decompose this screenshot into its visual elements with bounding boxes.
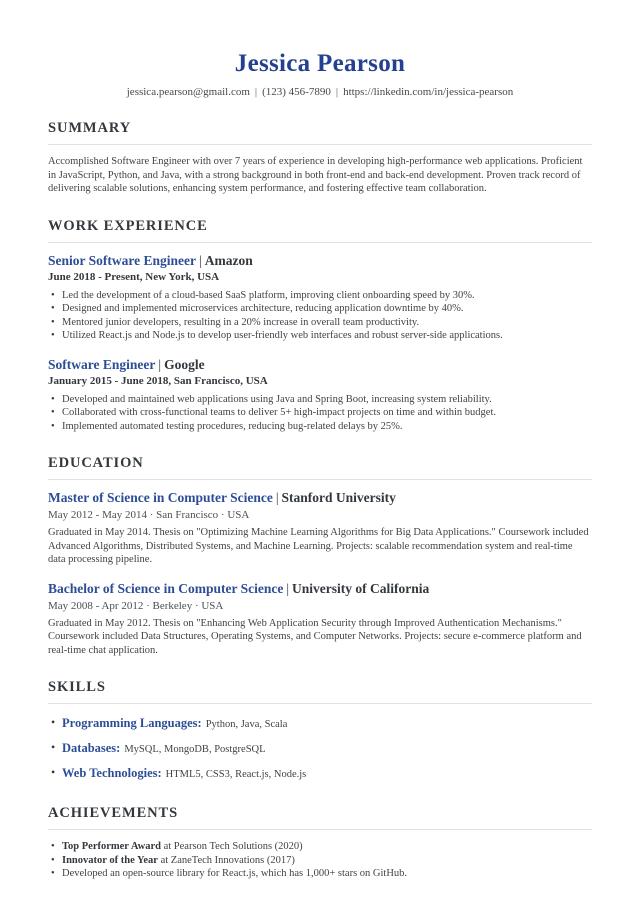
job-bullet: • Implemented automated testing procedures, reducing bug-related delays by 25%. [48,420,592,434]
degree-title-line [48,490,592,506]
achievement-text: at ZaneTech Innovations (2017) [157,854,295,866]
contact-phone: (123) 456-7890 [262,86,331,98]
section-education [48,455,592,657]
achievement-item [48,854,592,868]
job-bullet: • Designed and implemented microservices architecture, reducing application downtime by 40%. [48,302,592,316]
contact-linkedin: https://linkedin.com/in/jessica-pearson [343,86,514,98]
contact-separator: | [254,86,258,98]
summary-text: Accomplished Software Engineer with over 7 years of experience in developing high-performance web applications. Proficient in JavaScript, Python, and Java, with a strong background in both front-end and back-end development. Proven track record of delivering scalable solutions, enhancing system performance, and fostering effective team collaboration. [48,156,583,194]
job-company: Google [164,356,205,372]
section-divider [48,144,592,145]
skill-category: Databases: [62,741,121,755]
skill-values: Python, Java, Scala [205,719,288,730]
job-dates: June 2018 - Present, New York, USA [48,270,220,283]
achievements-heading: ACHIEVEMENTS [48,805,179,821]
job-bullet-list [48,289,592,343]
contact-separator: | [335,86,339,98]
job-bullet: • Led the development of a cloud-based SaaS platform, improving client onboarding speed by 30%. [48,289,592,303]
degree-name: Bachelor of Science in Computer Science [48,580,284,596]
degree-name: Master of Science in Computer Science [48,490,273,505]
section-divider [48,479,592,480]
job-dates: January 2015 - June 2018, San Francisco, USA [48,374,268,387]
achievement-lead: Innovator of the Year [62,854,158,866]
skill-values: HTML5, CSS3, React.js, Node.js [165,769,307,780]
contact-line [48,86,592,98]
section-divider [48,242,592,243]
job-title: Senior Software Engineer [48,252,196,268]
resume-name: Jessica Pearson [234,50,406,77]
skill-item [48,739,592,758]
education-dates: May 2008 - Apr 2012 · Berkeley · USA [48,599,224,612]
achievement-item [48,867,592,881]
skill-category: Web Technologies: [62,766,162,780]
contact-email: jessica.pearson@gmail.com [126,86,250,98]
pipe-separator: | [199,252,202,268]
pipe-separator: | [275,490,279,505]
section-divider [48,829,592,830]
skill-item [48,764,592,783]
skill-values: MySQL, MongoDB, PostgreSQL [124,744,266,755]
section-skills [48,679,592,783]
achievement-text: Developed an open-source library for React.js, which has 1,000+ stars on GitHub. [62,868,408,879]
job-bullet: • Utilized React.js and Node.js to develop user-friendly web interfaces and robust server-side applications. [48,329,592,343]
education-entry [48,581,592,658]
summary-heading: SUMMARY [48,120,132,136]
education-heading: EDUCATION [48,455,144,471]
job-entry [48,357,592,434]
skill-category: Programming Languages: [62,716,202,730]
skills-heading: SKILLS [48,679,106,695]
school-name: University of California [292,580,430,596]
section-work-experience [48,218,592,434]
pipe-separator: | [286,580,290,596]
section-summary [48,120,592,196]
education-description: Graduated in May 2012. Thesis on "Enhancing Web Application Security through Improved Authentication Mechanisms." Coursework included Data Structures, Operating Systems, and Computer Networks. Projects: secure e-commerce platform and real-time chat application. [48,617,582,656]
job-title-line [48,253,592,269]
job-entry [48,253,592,343]
skills-list [48,714,592,783]
skill-item [48,714,592,733]
job-title-line [48,357,592,373]
education-description: Graduated in May 2014. Thesis on "Optimizing Machine Learning Algorithms for Big Data Applications." Coursework included Advanced Algorithms, Distributed Systems, and Machine Learning. Projects: scalable recommendation system and real-time data processing pipeline. [48,527,589,565]
achievement-lead: Top Performer Award [62,841,161,852]
job-bullet: • Mentored junior developers, resulting in a 20% increase in overall team productivity. [48,316,592,330]
education-dates: May 2012 - May 2014 · San Francisco · USA [48,509,250,521]
education-entry [48,490,592,567]
achievement-text: at Pearson Tech Solutions (2020) [160,841,303,852]
pipe-separator: | [158,356,162,372]
work-heading: WORK EXPERIENCE [48,217,208,234]
job-bullet: • Developed and maintained web applications using Java and Spring Boot, increasing system reliability. [48,393,592,407]
job-title: Software Engineer [48,356,156,372]
job-bullet: • Collaborated with cross-functional teams to deliver 5+ high-impact projects on time and within budget. [48,406,592,420]
section-achievements [48,805,592,881]
achievements-list [48,840,592,881]
job-company: Amazon [204,252,253,268]
section-divider [48,703,592,704]
school-name: Stanford University [281,490,396,505]
job-bullet-list [48,393,592,434]
achievement-item [48,840,592,854]
degree-title-line [48,581,592,597]
